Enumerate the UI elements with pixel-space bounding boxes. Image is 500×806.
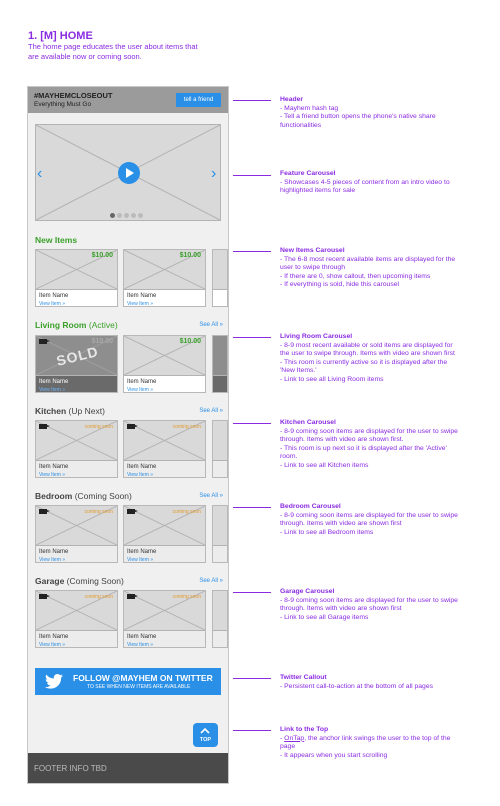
item-card-coming-soon[interactable] [35, 505, 118, 563]
annotation-connector [233, 337, 271, 338]
video-camera-icon [39, 509, 47, 514]
see-all-garage-link[interactable]: See All » [199, 578, 223, 584]
item-name: Item Name [127, 464, 157, 470]
annotation-connector [233, 175, 271, 176]
new-items-title: New Items [35, 235, 78, 245]
annotation-connector [233, 251, 271, 252]
annotation-connector [233, 678, 271, 679]
video-camera-icon [127, 424, 135, 429]
annotation-connector [233, 592, 271, 593]
item-name: Item Name [127, 379, 157, 385]
pagination-dot[interactable] [138, 213, 143, 218]
view-item-link[interactable]: View Item » [127, 557, 154, 563]
bedroom-title: Bedroom (Coming Soon) [35, 491, 132, 501]
twitter-headline: FOLLOW @MAYHEM ON TWITTER [73, 673, 213, 683]
item-name: Item Name [127, 293, 157, 299]
item-price: $10.00 [179, 338, 201, 345]
item-card-peek[interactable] [212, 249, 228, 307]
tell-a-friend-button[interactable]: tell a friend [176, 93, 221, 107]
item-name: Item Name [127, 634, 157, 640]
item-card[interactable] [35, 249, 118, 307]
pagination-dot[interactable] [124, 213, 129, 218]
see-all-bedroom-link[interactable]: See All » [199, 493, 223, 499]
twitter-bird-icon [45, 673, 63, 690]
feature-carousel[interactable] [35, 124, 221, 221]
annotation-twitter: Twitter Callout - Persistent call-to-action at the bottom of all pages [280, 674, 434, 690]
living-room-title: Living Room (Active) [35, 320, 118, 330]
annotation-feature-carousel: Feature Carousel - Showcases 4-5 pieces of content from an intro video to highlighted items for sale [280, 170, 450, 194]
view-item-link[interactable]: View Item » [127, 642, 154, 648]
view-item-link[interactable]: View Item » [127, 301, 154, 307]
video-camera-icon [39, 424, 47, 429]
item-card-peek[interactable] [212, 590, 228, 648]
annotation-bedroom: Bedroom Carousel - 8-9 coming soon items are displayed for the user to swipe through. Items with video are shown first - Link to see all Bedroom items [280, 503, 458, 536]
item-card-coming-soon[interactable] [123, 420, 206, 478]
annotation-connector [233, 423, 271, 424]
app-header [28, 87, 228, 113]
item-image [213, 591, 227, 631]
annotation-connector [233, 507, 271, 508]
annotation-header: Header - Mayhem hash tag - Tell a friend button opens the phone's native share functionalities [280, 96, 436, 129]
sold-stamp: SOLD [54, 343, 101, 369]
item-name: Item Name [39, 379, 69, 385]
page-description: The home page educates the user about items that are available now or coming soon. [28, 42, 198, 61]
view-item-link[interactable]: View Item » [39, 301, 66, 307]
item-card-peek[interactable] [212, 505, 228, 563]
garage-title: Garage (Coming Soon) [35, 576, 124, 586]
pagination-dot[interactable] [131, 213, 136, 218]
item-name: Item Name [39, 634, 69, 640]
item-image [213, 336, 227, 376]
video-camera-icon [127, 509, 135, 514]
annotation-garage: Garage Carousel - 8-9 coming soon items are displayed for the user to swipe through. Items with video are shown first - Link to see all Garage items [280, 588, 458, 621]
play-video-icon[interactable] [118, 162, 140, 184]
item-name: Item Name [127, 549, 157, 555]
carousel-prev-arrow[interactable]: ‹ [37, 165, 43, 182]
view-item-link[interactable]: View Item » [39, 387, 66, 393]
twitter-callout[interactable] [35, 668, 221, 695]
annotation-connector [233, 730, 271, 731]
item-card-coming-soon[interactable] [35, 420, 118, 478]
coming-soon-label: coming soon [172, 424, 201, 430]
back-to-top-button[interactable] [193, 723, 218, 747]
item-image [213, 250, 227, 290]
kitchen-title: Kitchen (Up Next) [35, 406, 105, 416]
phone-wireframe [27, 86, 229, 784]
video-camera-icon [39, 339, 47, 344]
item-name: Item Name [39, 464, 69, 470]
item-card-coming-soon[interactable] [123, 590, 206, 648]
coming-soon-label: coming soon [172, 509, 201, 515]
back-to-top-label: TOP [199, 737, 212, 743]
coming-soon-label: coming soon [84, 594, 113, 600]
header-subtitle: Everything Must Go [34, 101, 92, 108]
twitter-subline: TO SEE WHEN NEW ITEMS ARE AVAILABLE [87, 684, 191, 690]
view-item-link[interactable]: View Item » [127, 387, 154, 393]
item-name: Item Name [39, 293, 69, 299]
view-item-link[interactable]: View Item » [127, 472, 154, 478]
annotation-link-to-top: Link to the Top - OnTap, the anchor link swings the user to the top of the page - It appears when you start scrolling [280, 726, 451, 759]
pagination-dot[interactable] [110, 213, 115, 218]
view-item-link[interactable]: View Item » [39, 642, 66, 648]
annotation-kitchen: Kitchen Carousel - 8-9 coming soon items are displayed for the user to swipe through. Items with video are shown first. - This room is up next so it is displayed after the 'Active' room. - Link to see all Kitchen items [280, 419, 458, 469]
view-item-link[interactable]: View Item » [39, 472, 66, 478]
item-image [213, 421, 227, 461]
see-all-living-room-link[interactable]: See All » [199, 322, 223, 328]
coming-soon-label: coming soon [84, 509, 113, 515]
item-card-sold[interactable] [35, 335, 118, 393]
chevron-up-icon [200, 726, 210, 736]
item-card-peek[interactable] [212, 335, 228, 393]
item-image [213, 506, 227, 546]
video-camera-icon [39, 594, 47, 599]
footer-text: FOOTER INFO TBD [34, 764, 107, 773]
item-card[interactable] [123, 249, 206, 307]
annotation-new-items: New Items Carousel - The 6-8 most recent available items are displayed for the user to swipe through - If there are 0, show callout, then upcoming items - If everything is sold, hide this carousel [280, 247, 456, 288]
item-card-peek[interactable] [212, 420, 228, 478]
item-card-coming-soon[interactable] [35, 590, 118, 648]
annotation-connector [233, 100, 271, 101]
coming-soon-label: coming soon [84, 424, 113, 430]
pagination-dot[interactable] [117, 213, 122, 218]
annotation-living-room: Living Room Carousel - 8-9 most recent available or sold items are displayed for the user to swipe through. Items with video are shown first - This room is currently active so it is displayed after the 'New Items.' - Link to see all Living Room items [280, 333, 455, 383]
item-name: Item Name [39, 549, 69, 555]
item-price: $10.00 [91, 338, 113, 345]
video-camera-icon [127, 594, 135, 599]
item-card-coming-soon[interactable] [123, 505, 206, 563]
item-price: $10.00 [91, 252, 113, 259]
view-item-link[interactable]: View Item » [39, 557, 66, 563]
hashtag-title: #MAYHEMCLOSEOUT [34, 91, 113, 100]
coming-soon-label: coming soon [172, 594, 201, 600]
page-title: 1. [M] HOME [28, 30, 93, 42]
carousel-pagination [110, 213, 143, 218]
carousel-next-arrow[interactable]: › [211, 165, 217, 182]
footer [28, 753, 228, 784]
item-price: $10.00 [179, 252, 201, 259]
item-card[interactable] [123, 335, 206, 393]
see-all-kitchen-link[interactable]: See All » [199, 408, 223, 414]
